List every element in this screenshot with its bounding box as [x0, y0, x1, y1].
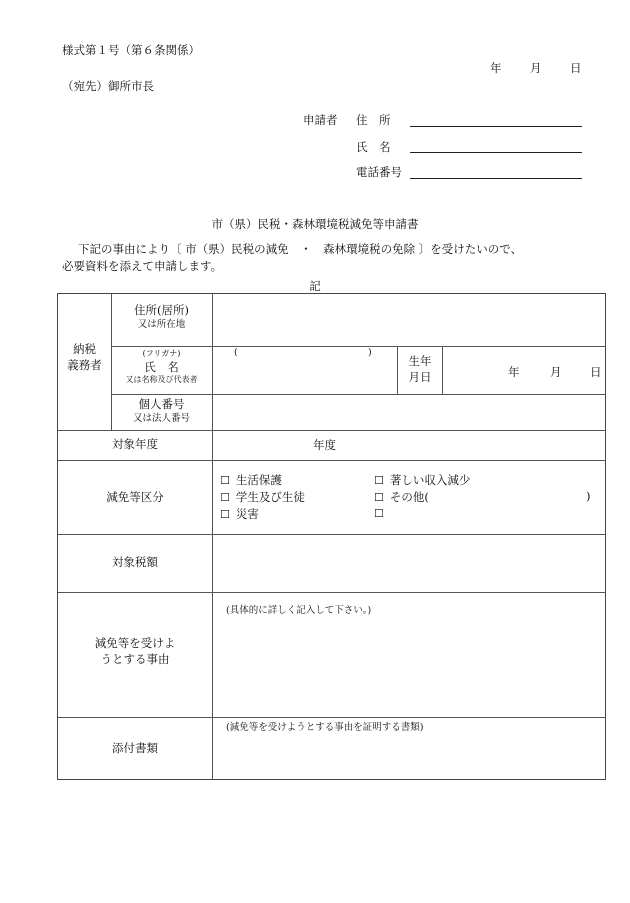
birth-month-label: 月	[550, 365, 562, 379]
personal-number-field[interactable]	[213, 395, 605, 430]
date-month-label: 月	[530, 61, 542, 75]
reason-field[interactable]	[213, 619, 605, 716]
checkbox-icon: ☐	[374, 507, 384, 520]
checkbox-icon: ☐	[220, 508, 230, 521]
birth-year-label: 年	[508, 365, 520, 379]
attachments-hint: (減免等を受けようとする事由を証明する書類)	[226, 722, 424, 733]
name-label: (フリガナ) 氏 名 又は名称及び代表者	[125, 349, 198, 385]
category-label: 減免等区分	[106, 490, 164, 504]
form-number: 様式第１号（第６条関係）	[62, 43, 200, 57]
checkbox-icon: ☐	[374, 491, 384, 504]
checkbox-income-drop[interactable]: ☐ 著しい収入減少	[374, 473, 471, 487]
address-field[interactable]	[213, 295, 605, 346]
address-label: 住所(居所) 又は所在地	[134, 303, 189, 330]
applicant-name-field[interactable]	[410, 152, 582, 153]
furigana-paren-close: )	[368, 347, 372, 358]
applicant-address-field[interactable]	[410, 126, 582, 127]
name-field[interactable]	[213, 360, 396, 393]
birth-day-label: 日	[590, 365, 602, 379]
applicant-role-label: 申請者	[303, 113, 338, 127]
target-year-label: 対象年度	[112, 437, 158, 451]
birth-date-label: 生年 月日	[408, 354, 432, 384]
attachments-field[interactable]	[213, 735, 605, 779]
application-table	[57, 293, 606, 780]
reason-label: 減免等を受けよ うとする事由	[94, 636, 176, 666]
ki-marker: 記	[309, 279, 321, 293]
applicant-name-label: 氏 名	[356, 140, 391, 154]
intro-line-2: 必要資料を添えて申請します。	[62, 259, 223, 273]
reason-hint: (具体的に詳しく記入して下さい。)	[226, 605, 372, 616]
checkbox-other[interactable]: ☐ その他(	[374, 490, 429, 504]
checkbox-icon: ☐	[374, 474, 384, 487]
applicant-phone-label: 電話番号	[356, 165, 402, 179]
tax-amount-field[interactable]	[213, 535, 605, 592]
target-year-value: 年度	[313, 438, 336, 452]
checkbox-welfare[interactable]: ☐ 生活保護	[220, 473, 282, 487]
furigana-paren-open: (	[234, 347, 238, 358]
checkbox-disaster[interactable]: ☐ 災害	[220, 507, 259, 521]
date-year-label: 年	[490, 61, 502, 75]
date-day-label: 日	[570, 61, 582, 75]
checkbox-blank[interactable]	[374, 506, 390, 520]
checkbox-icon: ☐	[220, 474, 230, 487]
personal-number-label: 個人番号 又は法人番号	[132, 397, 190, 424]
checkbox-student[interactable]: ☐ 学生及び生徒	[220, 490, 305, 504]
addressee: （宛先）御所市長	[62, 79, 154, 93]
applicant-phone-field[interactable]	[410, 178, 582, 179]
tax-amount-label: 対象税額	[112, 555, 158, 569]
other-paren-close: )	[586, 489, 591, 503]
applicant-address-label: 住 所	[356, 113, 391, 127]
checkbox-icon: ☐	[220, 491, 230, 504]
document-title: 市（県）民税・森林環境税減免等申請書	[211, 217, 419, 231]
intro-line-1: 下記の事由により〔 市（県）民税の減免 ・ 森林環境税の免除 〕を受けたいので、	[78, 242, 523, 256]
taxpayer-label: 納税 義務者	[67, 342, 102, 372]
attachments-label: 添付書類	[112, 741, 158, 755]
